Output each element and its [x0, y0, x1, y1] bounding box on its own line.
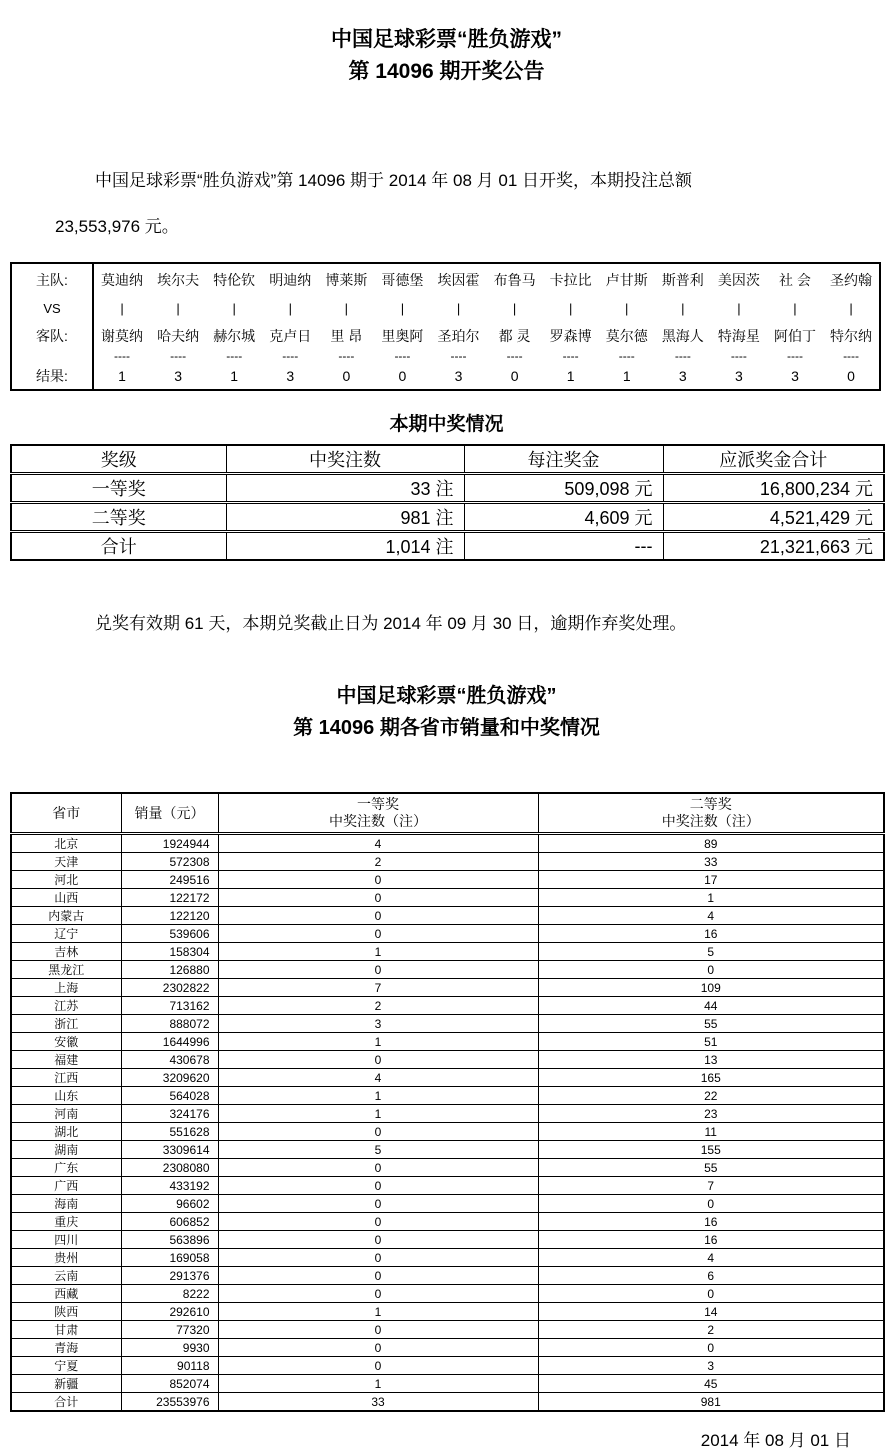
province-second-prize-count: 0	[538, 1285, 884, 1303]
intro-paragraph	[55, 158, 838, 250]
home-team-name: 莫迪纳	[101, 271, 144, 288]
province-row	[11, 1303, 884, 1321]
away-team-name: 哈夫纳	[157, 327, 200, 344]
province-second-prize-count: 1	[538, 889, 884, 907]
result-row-label: 结果:	[36, 367, 68, 384]
province-name: 辽宁	[11, 925, 121, 943]
province-first-prize-count: 2	[218, 997, 538, 1015]
vs-separator: |	[288, 301, 292, 316]
province-sales: 564028	[121, 1087, 218, 1105]
vs-separator: |	[737, 301, 741, 316]
province-second-prize-count: 45	[538, 1375, 884, 1393]
dash-separator: ----	[506, 348, 523, 363]
province-first-prize-count: 0	[218, 1285, 538, 1303]
dash-separator: ----	[450, 348, 467, 363]
match-result: 0	[342, 367, 351, 384]
province-first-prize-count: 0	[218, 1213, 538, 1231]
province-name: 安徽	[11, 1033, 121, 1051]
home-team-name: 特伦钦	[213, 271, 256, 288]
match-result: 3	[791, 367, 799, 384]
province-sales: 122120	[121, 907, 218, 925]
province-second-prize-count: 14	[538, 1303, 884, 1321]
away-team-name: 克卢日	[269, 327, 312, 344]
province-row	[11, 889, 884, 907]
home-team-name: 美因茨	[717, 271, 760, 288]
province-second-prize-count: 23	[538, 1105, 884, 1123]
province-name: 山西	[11, 889, 121, 907]
province-name: 宁夏	[11, 1357, 121, 1375]
match-column	[206, 264, 262, 389]
vs-separator: |	[512, 301, 517, 316]
away-team-name: 里奥阿	[381, 327, 424, 344]
province-row	[11, 1231, 884, 1249]
province-first-prize-count: 0	[218, 1267, 538, 1285]
province-sales: 3209620	[121, 1069, 218, 1087]
province-name: 广东	[11, 1159, 121, 1177]
home-team-name: 博莱斯	[325, 271, 368, 288]
province-first-prize-count: 5	[218, 1141, 538, 1159]
province-name: 湖北	[11, 1123, 121, 1141]
dash-separator: ----	[394, 348, 411, 363]
home-team-name: 社 会	[779, 271, 811, 288]
prize-total: 4,521,429 元	[663, 503, 884, 532]
match-result: 0	[847, 367, 855, 384]
home-team-name: 斯普利	[661, 271, 704, 288]
vs-separator: |	[344, 301, 349, 316]
prize-count: 981 注	[226, 503, 464, 532]
province-row	[11, 1339, 884, 1357]
home-team-name: 布鲁马	[493, 271, 536, 288]
province-sales: 1644996	[121, 1033, 218, 1051]
province-name: 北京	[11, 834, 121, 853]
province-row	[11, 871, 884, 889]
province-section-title	[0, 680, 893, 744]
province-name: 新疆	[11, 1375, 121, 1393]
province-second-prize-count: 0	[538, 1195, 884, 1213]
dash-separator: ----	[843, 348, 860, 363]
province-sales: 539606	[121, 925, 218, 943]
province-second-prize-count: 5	[538, 943, 884, 961]
province-sales: 169058	[121, 1249, 218, 1267]
dash-separator: ----	[618, 348, 635, 363]
province-header-sales: 销量（元）	[121, 793, 218, 834]
province-row	[11, 961, 884, 979]
province-second-prize-count: 4	[538, 1249, 884, 1267]
prize-level: 合计	[11, 532, 226, 561]
province-sales: 852074	[121, 1375, 218, 1393]
prize-header-per: 每注奖金	[464, 445, 663, 474]
match-column	[767, 264, 823, 389]
province-row	[11, 1159, 884, 1177]
away-row-label: 客队:	[36, 327, 68, 344]
away-team-name: 谢莫纳	[101, 327, 144, 344]
prize-level: 二等奖	[11, 503, 226, 532]
dash-row-label	[12, 349, 92, 362]
province-row	[11, 1267, 884, 1285]
province-sales: 324176	[121, 1105, 218, 1123]
away-team-name: 都 灵	[498, 327, 531, 344]
prize-row	[11, 532, 884, 561]
province-second-prize-count: 22	[538, 1087, 884, 1105]
dash-separator: ----	[282, 348, 299, 363]
province-section-title-line1: 中国足球彩票“胜负游戏”	[336, 685, 557, 707]
province-sales: 249516	[121, 871, 218, 889]
province-name: 湖南	[11, 1141, 121, 1159]
province-second-prize-count: 16	[538, 1213, 884, 1231]
away-team-name: 特海星	[717, 327, 760, 344]
vs-separator: |	[456, 301, 461, 316]
province-name: 河南	[11, 1105, 121, 1123]
province-sales: 713162	[121, 997, 218, 1015]
province-sales: 430678	[121, 1051, 218, 1069]
province-first-prize-count: 4	[218, 834, 538, 853]
province-name: 西藏	[11, 1285, 121, 1303]
province-row	[11, 1141, 884, 1159]
province-first-prize-count: 0	[218, 925, 538, 943]
province-sales: 23553976	[121, 1393, 218, 1412]
match-result: 0	[398, 367, 407, 384]
prize-row	[11, 503, 884, 532]
province-second-prize-count: 33	[538, 853, 884, 871]
dash-separator: ----	[338, 348, 355, 363]
province-second-prize-count: 4	[538, 907, 884, 925]
document-title-line2: 第 14096 期开奖公告	[348, 60, 545, 83]
match-result: 3	[735, 367, 743, 384]
province-row	[11, 1393, 884, 1412]
province-first-prize-count: 0	[218, 1159, 538, 1177]
vs-separator: |	[568, 301, 573, 316]
province-second-prize-count: 55	[538, 1159, 884, 1177]
home-team-name: 埃尔夫	[157, 271, 200, 288]
away-team-name: 阿伯丁	[773, 327, 816, 344]
prize-table-title: 本期中奖情况	[389, 414, 504, 435]
province-first-prize-count: 3	[218, 1015, 538, 1033]
province-sales: 9930	[121, 1339, 218, 1357]
vs-separator: |	[400, 301, 405, 316]
match-column	[374, 264, 430, 389]
province-first-prize-count: 0	[218, 907, 538, 925]
province-second-prize-count: 17	[538, 871, 884, 889]
prize-total: 21,321,663 元	[663, 532, 884, 561]
province-sales: 888072	[121, 1015, 218, 1033]
dash-separator: ----	[730, 348, 747, 363]
province-name: 海南	[11, 1195, 121, 1213]
province-sales-table	[10, 792, 885, 1412]
prize-per-bet: 509,098 元	[464, 474, 663, 503]
province-row	[11, 1357, 884, 1375]
prize-header-count: 中奖注数	[226, 445, 464, 474]
province-second-prize-count: 55	[538, 1015, 884, 1033]
province-first-prize-count: 0	[218, 1123, 538, 1141]
province-second-prize-count: 165	[538, 1069, 884, 1087]
province-second-prize-count: 13	[538, 1051, 884, 1069]
province-sales: 8222	[121, 1285, 218, 1303]
match-column	[823, 264, 879, 389]
province-first-prize-count: 0	[218, 889, 538, 907]
province-sales: 551628	[121, 1123, 218, 1141]
province-name: 四川	[11, 1231, 121, 1249]
prize-header-level: 奖级	[11, 445, 226, 474]
province-first-prize-count: 0	[218, 1231, 538, 1249]
province-first-prize-count: 0	[218, 961, 538, 979]
province-name: 江苏	[11, 997, 121, 1015]
province-name: 青海	[11, 1339, 121, 1357]
province-second-prize-count: 155	[538, 1141, 884, 1159]
province-row	[11, 1123, 884, 1141]
province-row	[11, 979, 884, 997]
away-team-name: 赫尔城	[213, 327, 256, 344]
second-prize-header-line2: 中奖注数（注）	[661, 813, 760, 829]
dash-separator: ----	[226, 348, 243, 363]
province-row	[11, 853, 884, 871]
vs-separator: |	[681, 301, 685, 316]
home-team-name: 埃因霍	[437, 271, 480, 288]
prize-per-bet: ---	[464, 532, 663, 561]
province-name: 吉林	[11, 943, 121, 961]
match-results-table	[10, 262, 881, 391]
province-first-prize-count: 0	[218, 1195, 538, 1213]
province-first-prize-count: 0	[218, 871, 538, 889]
province-first-prize-count: 0	[218, 1357, 538, 1375]
match-result: 0	[510, 367, 519, 384]
home-team-name: 卢甘斯	[605, 271, 648, 288]
vs-separator: |	[625, 301, 629, 316]
home-team-name: 哥德堡	[381, 271, 424, 288]
match-row-labels	[12, 264, 94, 389]
match-result: 3	[454, 367, 463, 384]
province-sales: 122172	[121, 889, 218, 907]
province-second-prize-count: 51	[538, 1033, 884, 1051]
province-second-prize-count: 89	[538, 834, 884, 853]
province-first-prize-count: 1	[218, 943, 538, 961]
province-section-title-line2: 第 14096 期各省市销量和中奖情况	[293, 717, 600, 739]
vs-separator: |	[176, 301, 180, 316]
match-result: 3	[678, 367, 687, 384]
province-name: 上海	[11, 979, 121, 997]
province-sales: 563896	[121, 1231, 218, 1249]
prize-row	[11, 474, 884, 503]
province-row	[11, 997, 884, 1015]
province-second-prize-count: 3	[538, 1357, 884, 1375]
province-name: 福建	[11, 1051, 121, 1069]
vs-separator: |	[849, 301, 853, 316]
province-first-prize-count: 1	[218, 1375, 538, 1393]
away-team-name: 罗森博	[549, 327, 592, 344]
document-title	[0, 0, 893, 88]
province-sales: 433192	[121, 1177, 218, 1195]
first-prize-header-line2: 中奖注数（注）	[329, 813, 427, 829]
province-row	[11, 1321, 884, 1339]
province-name: 江西	[11, 1069, 121, 1087]
province-second-prize-count: 11	[538, 1123, 884, 1141]
province-row	[11, 1015, 884, 1033]
province-first-prize-count: 1	[218, 1303, 538, 1321]
dash-separator: ----	[114, 348, 131, 363]
prize-table	[10, 444, 885, 561]
province-header-second	[538, 793, 884, 834]
prize-per-bet: 4,609 元	[464, 503, 663, 532]
province-first-prize-count: 7	[218, 979, 538, 997]
match-column	[487, 264, 543, 389]
province-sales: 2308080	[121, 1159, 218, 1177]
home-team-name: 卡拉比	[549, 271, 592, 288]
province-row	[11, 1033, 884, 1051]
province-sales: 2302822	[121, 979, 218, 997]
match-column	[430, 264, 486, 389]
province-name: 云南	[11, 1267, 121, 1285]
dash-separator: ----	[674, 348, 691, 363]
province-row	[11, 834, 884, 853]
province-row	[11, 1087, 884, 1105]
away-team-name: 莫尔德	[605, 327, 648, 344]
match-result: 1	[566, 367, 575, 384]
match-result: 3	[174, 367, 183, 384]
province-header-name: 省市	[11, 793, 121, 834]
redemption-notice: 兑奖有效期 61 天，本期兑奖截止日为 2014 年 09 月 30 日，逾期作弃奖处理。	[95, 614, 687, 633]
province-sales: 158304	[121, 943, 218, 961]
away-team-name: 特尔纳	[830, 327, 873, 344]
away-team-name: 黑海人	[661, 327, 704, 344]
prize-count: 33 注	[226, 474, 464, 503]
province-second-prize-count: 981	[538, 1393, 884, 1412]
match-column	[94, 264, 150, 389]
province-first-prize-count: 1	[218, 1087, 538, 1105]
intro-line2: 23,553,976 元。	[55, 217, 179, 236]
province-name: 内蒙古	[11, 907, 121, 925]
province-first-prize-count: 33	[218, 1393, 538, 1412]
province-name: 浙江	[11, 1015, 121, 1033]
province-first-prize-count: 0	[218, 1321, 538, 1339]
province-sales: 3309614	[121, 1141, 218, 1159]
province-first-prize-count: 1	[218, 1033, 538, 1051]
province-sales: 126880	[121, 961, 218, 979]
province-row	[11, 943, 884, 961]
province-sales: 96602	[121, 1195, 218, 1213]
province-name: 天津	[11, 853, 121, 871]
match-column	[711, 264, 767, 389]
province-first-prize-count: 1	[218, 1105, 538, 1123]
province-name: 河北	[11, 871, 121, 889]
province-second-prize-count: 16	[538, 1231, 884, 1249]
province-row	[11, 1195, 884, 1213]
province-row	[11, 1375, 884, 1393]
province-second-prize-count: 7	[538, 1177, 884, 1195]
province-name: 甘肃	[11, 1321, 121, 1339]
province-sales: 90118	[121, 1357, 218, 1375]
second-prize-header-line1: 二等奖	[689, 796, 732, 812]
province-row	[11, 1213, 884, 1231]
vs-separator: |	[793, 301, 797, 316]
province-row	[11, 1177, 884, 1195]
away-team-name: 里 昂	[330, 327, 363, 344]
footer-date: 2014 年 08 月 01 日	[700, 1431, 851, 1450]
vs-separator: |	[120, 301, 124, 316]
prize-header-total: 应派奖金合计	[663, 445, 884, 474]
province-row	[11, 925, 884, 943]
province-second-prize-count: 0	[538, 961, 884, 979]
province-row	[11, 1249, 884, 1267]
province-second-prize-count: 16	[538, 925, 884, 943]
dash-separator: ----	[786, 348, 803, 363]
province-first-prize-count: 0	[218, 1249, 538, 1267]
province-header-row	[11, 793, 884, 834]
match-column	[262, 264, 318, 389]
dash-separator: ----	[170, 348, 187, 363]
match-result: 1	[230, 367, 239, 384]
province-row	[11, 1051, 884, 1069]
province-name: 重庆	[11, 1213, 121, 1231]
province-name: 山东	[11, 1087, 121, 1105]
vs-separator: |	[232, 301, 236, 316]
province-first-prize-count: 0	[218, 1339, 538, 1357]
province-second-prize-count: 0	[538, 1339, 884, 1357]
home-team-name: 圣约翰	[830, 271, 873, 288]
province-second-prize-count: 6	[538, 1267, 884, 1285]
province-second-prize-count: 44	[538, 997, 884, 1015]
match-result: 1	[118, 367, 126, 384]
first-prize-header-line1: 一等奖	[357, 796, 399, 812]
document-title-line1: 中国足球彩票“胜负游戏”	[331, 28, 562, 51]
province-first-prize-count: 0	[218, 1051, 538, 1069]
match-column	[599, 264, 655, 389]
province-row	[11, 907, 884, 925]
province-sales: 1924944	[121, 834, 218, 853]
vs-row-label: VS	[43, 301, 61, 316]
home-team-name: 明迪纳	[269, 271, 312, 288]
province-sales: 572308	[121, 853, 218, 871]
home-row-label: 主队:	[36, 271, 68, 288]
province-second-prize-count: 109	[538, 979, 884, 997]
province-first-prize-count: 4	[218, 1069, 538, 1087]
province-sales: 606852	[121, 1213, 218, 1231]
prize-total: 16,800,234 元	[663, 474, 884, 503]
match-column	[655, 264, 711, 389]
away-team-name: 圣珀尔	[437, 327, 480, 344]
province-name: 贵州	[11, 1249, 121, 1267]
province-first-prize-count: 2	[218, 853, 538, 871]
province-second-prize-count: 2	[538, 1321, 884, 1339]
province-name: 陕西	[11, 1303, 121, 1321]
prize-header-row	[11, 445, 884, 474]
match-column	[150, 264, 206, 389]
match-column	[318, 264, 374, 389]
prize-count: 1,014 注	[226, 532, 464, 561]
province-sales: 77320	[121, 1321, 218, 1339]
dash-separator: ----	[562, 348, 579, 363]
match-result: 3	[286, 367, 295, 384]
province-sales: 291376	[121, 1267, 218, 1285]
province-name: 黑龙江	[11, 961, 121, 979]
match-column	[543, 264, 599, 389]
province-row	[11, 1069, 884, 1087]
prize-level: 一等奖	[11, 474, 226, 503]
match-result: 1	[622, 367, 631, 384]
province-row	[11, 1285, 884, 1303]
province-name: 合计	[11, 1393, 121, 1412]
province-header-first	[218, 793, 538, 834]
province-row	[11, 1105, 884, 1123]
province-sales: 292610	[121, 1303, 218, 1321]
province-first-prize-count: 0	[218, 1177, 538, 1195]
province-name: 广西	[11, 1177, 121, 1195]
intro-line1: 中国足球彩票“胜负游戏”第 14096 期于 2014 年 08 月 01 日开奖，本期投注总额	[95, 171, 693, 190]
